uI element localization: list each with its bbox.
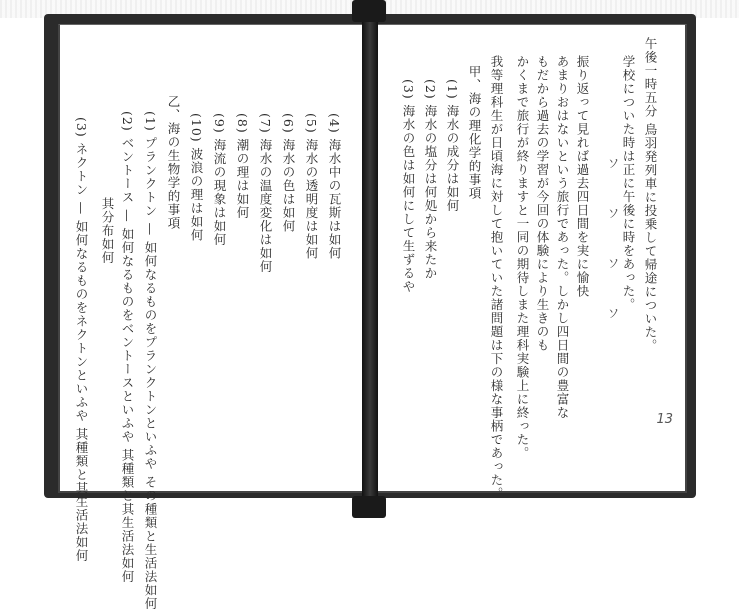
binding-clip-top xyxy=(352,0,386,22)
text-column: (1) 海水の成分は如何 xyxy=(445,79,460,213)
text-column: (7) 海水の温度変化は如何 xyxy=(258,113,273,274)
notebook-spine xyxy=(362,10,378,504)
text-column: (9) 海流の現象は如何 xyxy=(212,113,227,247)
text-column: (4) 海水中の瓦斯は如何 xyxy=(327,113,342,261)
right-page xyxy=(375,24,687,501)
text-column: 学校についた時は正に午後に時をあった。 xyxy=(621,55,636,312)
check-mark: ソ xyxy=(606,257,620,269)
text-column: (2) 海水の塩分は何処から来たか xyxy=(423,79,438,281)
page-number: 13 xyxy=(656,412,673,427)
text-column: (8) 潮の理は如何 xyxy=(235,113,250,220)
text-column: (3) ネクトン — 如何なるものをネクトンといふや 其種類と其生活法如何 xyxy=(74,117,89,563)
text-column: 我等理科生が日頃海に対して抱いていた諸問題は下の様な事柄であった。 xyxy=(489,55,504,501)
text-column: (1) プランクトン — 如何なるものをプランクトンといふや その種類と生活法如何 xyxy=(143,111,158,611)
text-column: (3) 海水の色は如何にして生ずるや xyxy=(401,79,416,294)
text-column: (2) ベントース — 如何なるものをベントースといふや 其種類と其生活法如何 xyxy=(120,111,135,584)
binding-clip-bottom xyxy=(352,496,386,518)
check-mark: ソ xyxy=(606,307,620,319)
text-column: (10) 波浪の理は如何 xyxy=(189,113,204,243)
check-mark: ソ xyxy=(606,157,620,169)
left-page xyxy=(58,24,368,611)
section-heading: 乙、海の生物学的事項 xyxy=(166,95,181,230)
text-column: 其分布如何 xyxy=(100,197,115,265)
check-mark: ソ xyxy=(606,207,620,219)
section-heading: 甲、海の理化学的事項 xyxy=(467,65,482,200)
text-column: もだから過去の学習が今回の体験により生きのも xyxy=(535,55,550,352)
text-column: (5) 海水の透明度は如何 xyxy=(304,113,319,261)
text-column: あまりおはないという旅行であった。しかし四日間の豊富な xyxy=(555,55,570,420)
text-column: 振り返って見れば過去四日間を実に愉快 xyxy=(575,55,590,298)
text-column: かくまで旅行が終りますと一同の期待しまた理科実験上に終った。 xyxy=(515,55,530,460)
text-column: (6) 海水の色は如何 xyxy=(281,113,296,234)
text-column: 午後一時五分 鳥羽発列車に投乗して帰途についた。 xyxy=(643,37,658,353)
